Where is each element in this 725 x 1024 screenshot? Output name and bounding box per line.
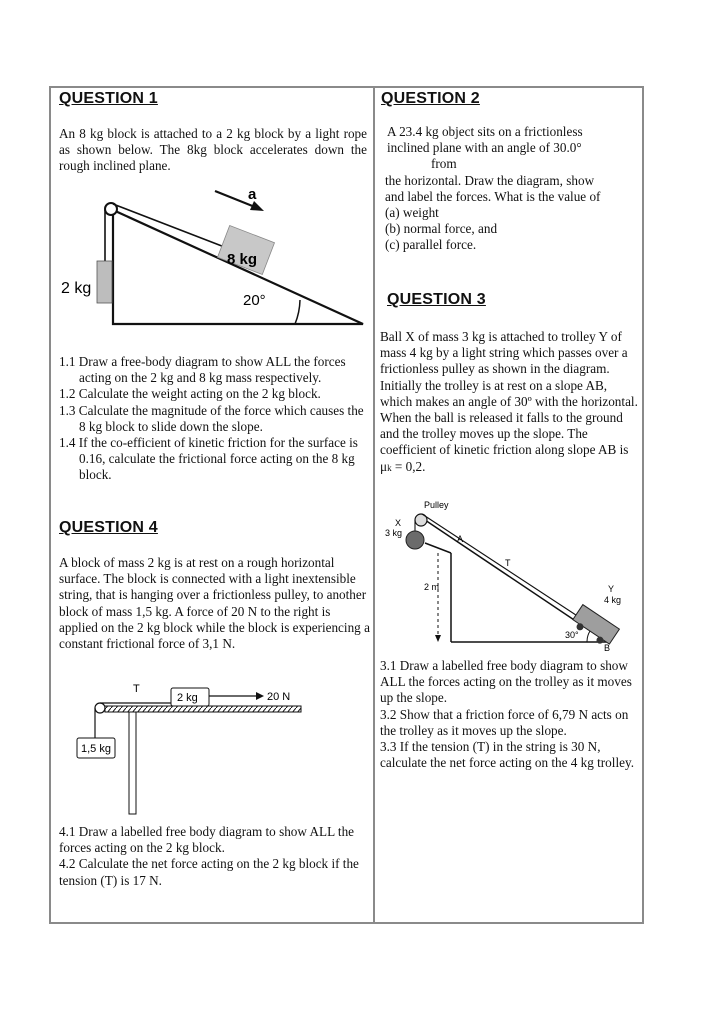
q3-label-y-mass: 4 kg xyxy=(604,595,622,605)
q4-pulley xyxy=(95,703,105,713)
q4-diagram xyxy=(51,672,373,822)
q4-label-15kg: 1,5 kg xyxy=(81,743,111,755)
q1-heading: QUESTION 1 xyxy=(59,90,158,107)
q4-force-arrowhead xyxy=(256,692,264,700)
q3-label-height: 2 m xyxy=(424,582,440,592)
q1-item-1-4: 1.4 If the co-efficient of kinetic friction for the surface is 0.16, calculate the frictional force acting on the 8 kg block. xyxy=(59,435,358,483)
q2-line-5: and label the forces. What is the value of xyxy=(385,188,601,204)
q4-table-leg xyxy=(129,712,136,814)
q3-label-b: B xyxy=(604,643,611,653)
q3-items xyxy=(380,658,642,771)
q4-intro: A block of mass 2 kg is at rest on a rough horizontal surface. The block is connected with a light inextensible string, that is hanging over a frictionless pulley, to another block of mass 1,5 kg. A force of 20 N to the right is applied on the 2 kg block while the block is experiencing a constant frictional force of 3,1 N. xyxy=(59,555,370,652)
q3-label-x-mass: 3 kg xyxy=(385,528,403,538)
q1-item-1-2: 1.2 Calculate the weight acting on the 2 kg block. xyxy=(59,386,321,402)
q4-label-2kg: 2 kg xyxy=(177,692,198,704)
q1-label-angle: 20° xyxy=(243,292,266,309)
q2-heading: QUESTION 2 xyxy=(381,90,480,107)
q3-diagram xyxy=(375,498,642,653)
q1-items xyxy=(59,354,369,484)
q3-label-x: X xyxy=(395,518,402,528)
q2-line-1: A 23.4 kg object sits on a frictionless xyxy=(387,124,583,139)
q3-item-3-1: 3.1 Draw a labelled free body diagram to show ALL the forces acting on the trolley as it moves up the slope. xyxy=(380,658,632,706)
q2-line-3: from xyxy=(431,156,457,172)
q3-intro-text: Ball X of mass 3 kg is attached to trolley Y of mass 4 kg by a light string which passes over a frictionless pulley as shown in the diagram. Initially the trolley is at rest on a slope AB, which makes an angle of 30º with the horizontal. When the ball is released it falls to the ground and the trolley moves up the slope. The coefficient of kinetic friction along slope AB is xyxy=(380,329,638,458)
q3-angle-arc xyxy=(587,631,590,642)
q4-item-4-1: 4.1 Draw a labelled free body diagram to show ALL the forces acting on the 2 kg block. xyxy=(59,824,355,856)
q1-diagram xyxy=(51,188,373,338)
q2-line-2: inclined plane with an angle of 30.0° xyxy=(387,140,582,156)
q1-label-2kg: 2 kg xyxy=(61,280,92,297)
q1-item-1-3: 1.3 Calculate the magnitude of the force which causes the 8 kg block to slide down the slope. xyxy=(59,402,364,434)
q1-item-1-1: 1.1 Draw a free-body diagram to show ALL the forces acting on the 2 kg and 8 kg mass respectively. xyxy=(59,354,346,386)
q4-items xyxy=(59,824,371,889)
left-column xyxy=(51,88,373,922)
q1-block-2kg xyxy=(97,261,112,303)
q1-intro: An 8 kg block is attached to a 2 kg block by a light rope as shown below. The 8kg block accelerates down the rough inclined plane. xyxy=(59,126,367,174)
q3-label-t: T xyxy=(505,558,511,568)
q1-label-a: a xyxy=(248,188,257,203)
q2-body xyxy=(387,124,642,254)
q2-item-b: (b) normal force, and xyxy=(385,221,498,237)
q3-mu: μ xyxy=(380,458,388,474)
q4-label-t: T xyxy=(133,683,140,695)
q3-item-3-3: 3.3 If the tension (T) in the string is 30 N, calculate the net force acting on the 4 kg trolley. xyxy=(380,739,634,771)
q4-heading: QUESTION 4 xyxy=(59,519,158,536)
q4-item-4-2: 4.2 Calculate the net force acting on the 2 kg block if the tension (T) is 17 N. xyxy=(59,856,359,888)
q3-mu-sub: k xyxy=(387,462,392,473)
right-column xyxy=(375,88,642,922)
q2-item-a: (a) weight xyxy=(385,205,439,221)
q4-label-force: 20 N xyxy=(267,691,291,703)
q3-label-a: A xyxy=(457,534,464,544)
q3-item-3-2: 3.2 Show that a friction force of 6,79 N acts on the trolley as it moves up the slope. xyxy=(380,706,629,738)
q3-intro xyxy=(380,329,642,476)
q3-ball-x xyxy=(406,531,424,549)
q3-label-pulley: Pulley xyxy=(424,500,449,510)
q1-rope-slope xyxy=(113,204,227,248)
q3-mu-value: = 0,2. xyxy=(391,458,426,474)
q4-table-top xyxy=(105,706,301,712)
q3-label-y: Y xyxy=(608,584,615,594)
q3-string-to-trolley xyxy=(422,514,582,619)
questions-table xyxy=(49,86,644,924)
q3-label-angle: 30° xyxy=(565,630,579,640)
q1-label-8kg: 8 kg xyxy=(227,251,258,268)
q3-heading: QUESTION 3 xyxy=(387,291,486,308)
q3-ledge xyxy=(425,543,451,553)
q3-height-arrowhead xyxy=(435,635,441,642)
q2-line-4: the horizontal. Draw the diagram, show xyxy=(385,172,595,188)
q2-item-c: (c) parallel force. xyxy=(385,237,477,253)
